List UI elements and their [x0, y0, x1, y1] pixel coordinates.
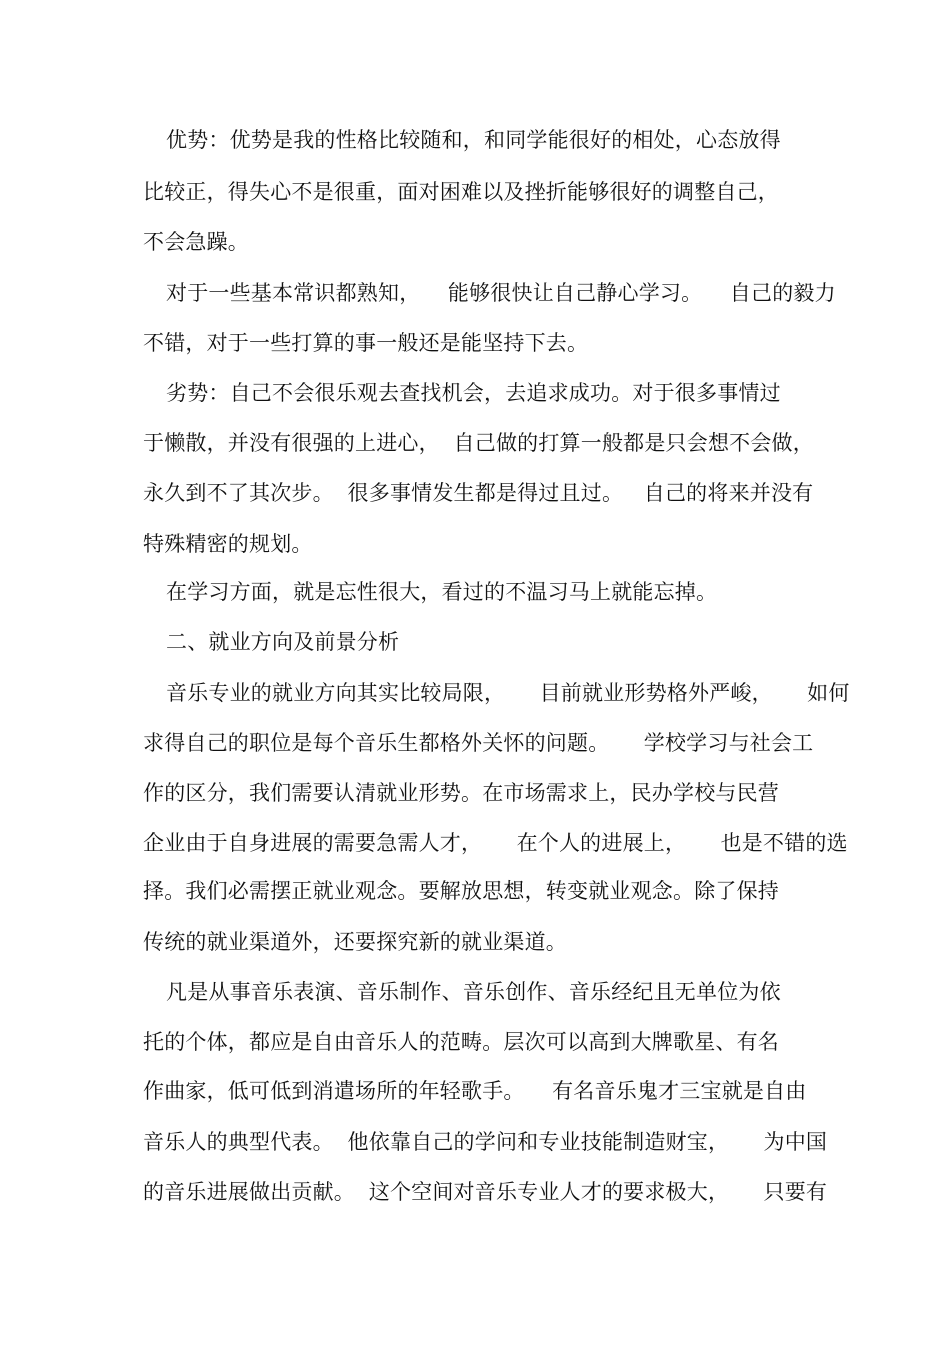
text-line-19: 托的个体，都应是自由音乐人的范畴。层次可以高到大牌歌星、有名 — [143, 1030, 779, 1054]
text-line-1: 优势：优势是我的性格比较随和，和同学能很好的相处，心态放得 — [166, 128, 781, 152]
text-line-21: 音乐人的典型代表。 他依靠自己的学问和专业技能制造财宝， 为中国 — [143, 1130, 828, 1154]
text-line-6: 劣势：自己不会很乐观去查找机会，去追求成功。对于很多事情过 — [166, 381, 781, 405]
text-line-3: 不会急躁。 — [143, 230, 249, 254]
text-line-2: 比较正，得失心不是很重，面对困难以及挫折能够很好的调整自己， — [143, 180, 779, 204]
text-line-14: 作的区分，我们需要认清就业形势。在市场需求上，民办学校与民营 — [143, 781, 779, 805]
text-line-5: 不错，对于一些打算的事一般还是能坚持下去。 — [143, 331, 589, 355]
text-line-13: 求得自己的职位是每个音乐生都格外关怀的问题。 学校学习与社会工 — [143, 731, 814, 755]
text-line-16: 择。我们必需摆正就业观念。要解放思想，转变就业观念。除了保持 — [143, 879, 779, 903]
text-line-20: 作曲家，低可低到消遣场所的年轻歌手。 有名音乐鬼才三宝就是自由 — [143, 1079, 807, 1103]
text-line-12: 音乐专业的就业方向其实比较局限， 目前就业形势格外严峻， 如何 — [166, 681, 850, 705]
text-line-4: 对于一些基本常识都熟知， 能够很快让自己静心学习。 自己的毅力 — [166, 281, 836, 305]
text-line-10: 在学习方面，就是忘性很大，看过的不温习马上就能忘掉。 — [166, 580, 718, 604]
text-line-7: 于懒散，并没有很强的上进心， 自己做的打算一般都是只会想不会做， — [143, 431, 814, 455]
text-line-15: 企业由于自身进展的需要急需人才， 在个人的进展上， 也是不错的选 — [143, 831, 848, 855]
text-line-17: 传统的就业渠道外，还要探究新的就业渠道。 — [143, 930, 567, 954]
text-line-8: 永久到不了其次步。 很多事情发生都是得过且过。 自己的将来并没有 — [143, 481, 814, 505]
text-line-18: 凡是从事音乐表演、音乐制作、音乐创作、音乐经纪且无单位为依 — [166, 980, 781, 1004]
text-line-22: 的音乐进展做出贡献。 这个空间对音乐专业人才的要求极大， 只要有 — [143, 1180, 828, 1204]
text-line-9: 特殊精密的规划。 — [143, 532, 313, 556]
section-heading: 二、就业方向及前景分析 — [166, 630, 400, 654]
